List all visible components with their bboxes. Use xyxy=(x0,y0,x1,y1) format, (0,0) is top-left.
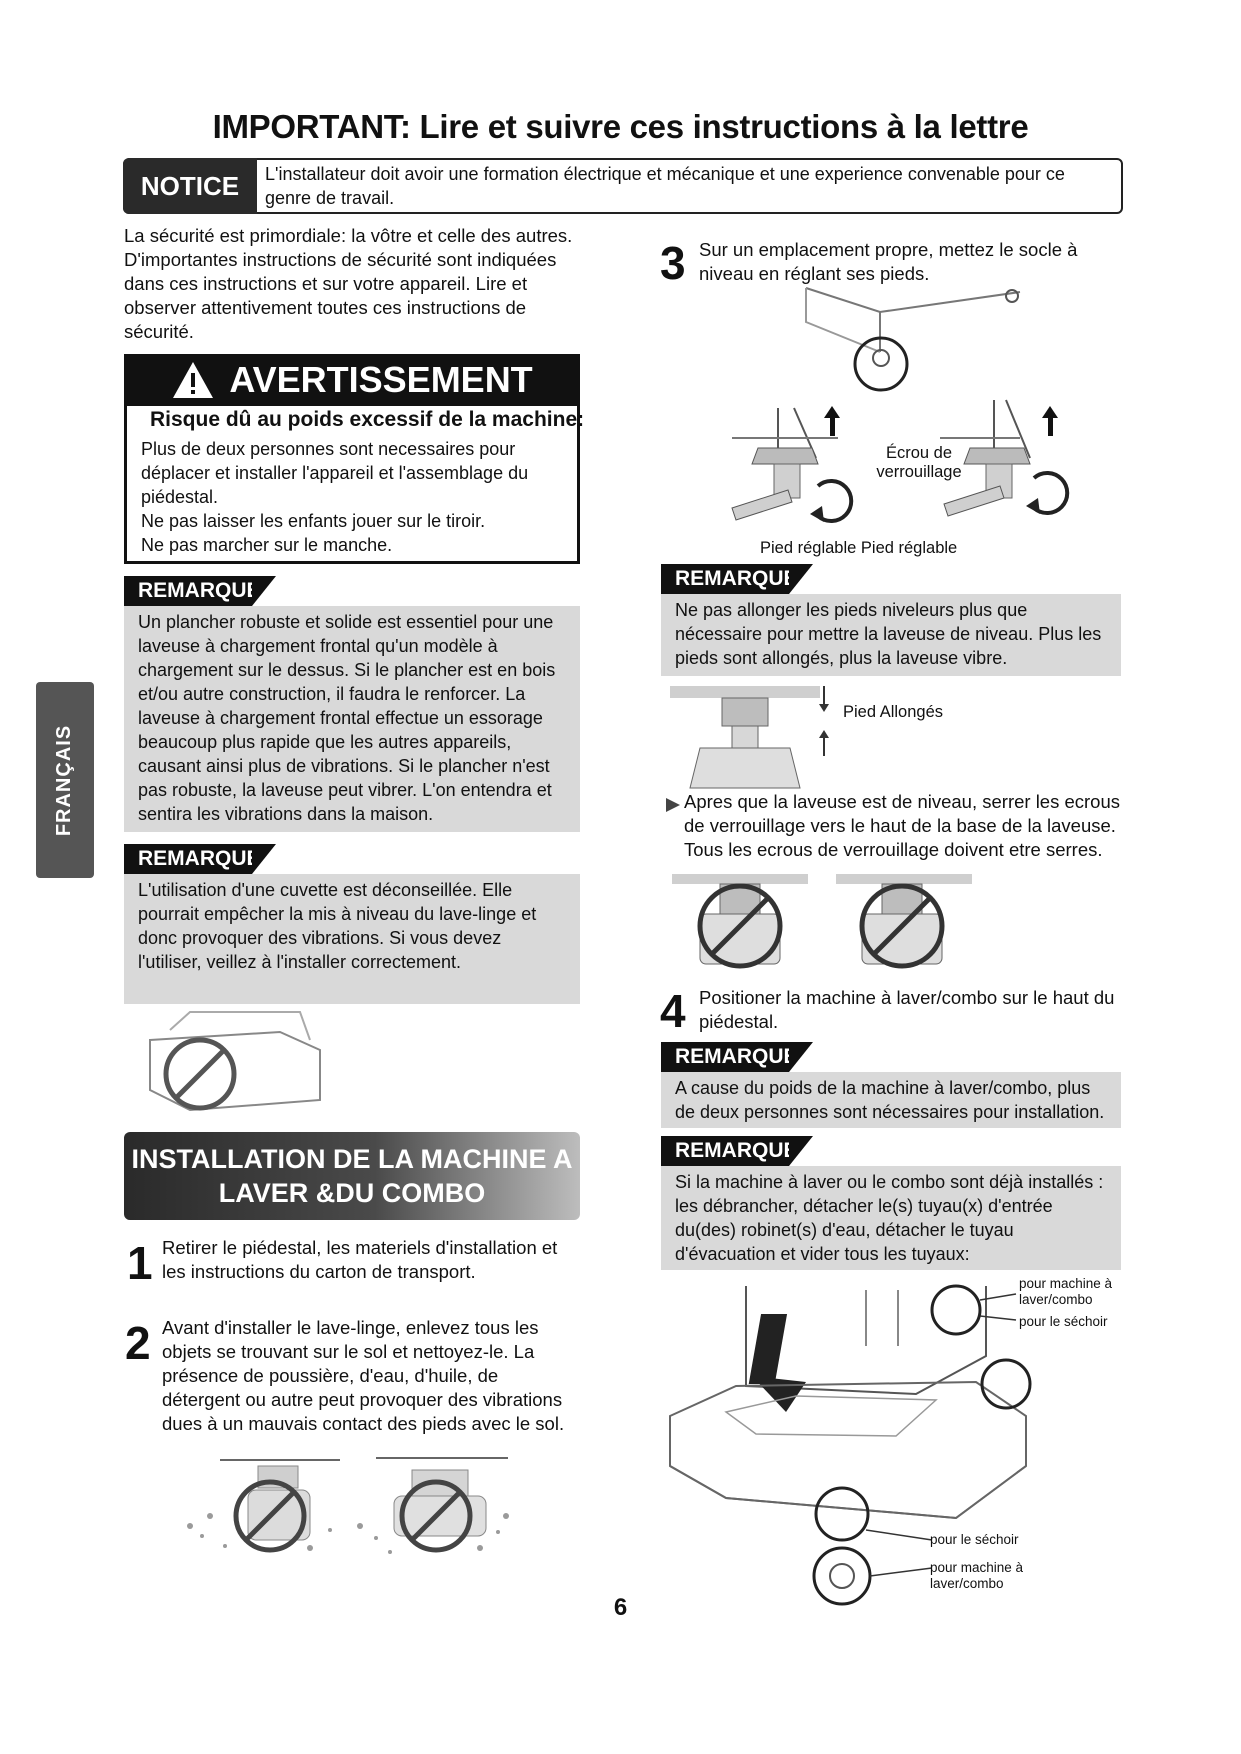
install-banner xyxy=(124,1132,580,1220)
dirty-floor-feet-illustration xyxy=(180,1456,520,1571)
warning-body xyxy=(141,437,571,557)
remark-body: A cause du poids de la machine à laver/combo, plus de deux personnes sont nécessaires pour installation. xyxy=(661,1072,1121,1128)
language-tab-label: FRANÇAIS xyxy=(53,724,76,836)
step-text: Positioner la machine à laver/combo sur le haut du piédestal. xyxy=(699,987,1115,1032)
install-banner-line: INSTALLATION DE LA MACHINE A xyxy=(131,1144,573,1174)
warning-heading-text: AVERTISSEMENT xyxy=(229,359,533,400)
page-title: IMPORTANT: Lire et suivre ces instructions à la lettre xyxy=(212,108,1029,145)
hose-label-machine: pour machine à laver/combo xyxy=(930,1560,1024,1591)
bullet-arrow-icon xyxy=(666,798,680,812)
incorrect-feet-illustration xyxy=(672,872,992,976)
remark-body: L'utilisation d'une cuvette est déconseillée. Elle pourrait empêcher la mis à niveau du lave-linge et donc provoquer des vibrations. Si vous devez l'utiliser, veillez à l'installer correctement. xyxy=(124,874,580,1004)
warning-heading xyxy=(124,354,580,406)
step-text: Avant d'installer le lave-linge, enlevez tous les objets se trouvant sur le sol et nettoyez-le. La présence de poussière, d'eau, d'huile, de détergent ou autre peut provoquer des vibrations dues à un mauvais contact des pieds avec le sol. xyxy=(162,1317,565,1434)
page-number: 6 xyxy=(613,1594,628,1621)
step-number: 3 xyxy=(660,237,686,289)
remark-tab: REMARQUE xyxy=(661,1042,789,1072)
warning-line: Ne pas marcher sur le manche. xyxy=(141,535,393,555)
step-number: 2 xyxy=(125,1317,151,1369)
extended-foot-illustration xyxy=(670,682,830,794)
remark-body: Ne pas allonger les pieds niveleurs plus que nécessaire pour mettre la laveuse de niveau. Plus les pieds sont allongés, plus la laveuse vibre. xyxy=(661,594,1121,676)
install-banner-line: LAVER &DU COMBO xyxy=(218,1178,486,1208)
remark-tab: REMARQUE xyxy=(124,576,252,606)
warning-triangle-icon xyxy=(171,360,215,400)
notice-text: L'installateur doit avoir une formation électrique et mécanique et une experience convenable pour ce genre de travail. xyxy=(265,164,1065,208)
step-number: 4 xyxy=(660,985,686,1037)
warning-line: Plus de deux personnes sont necessaires pour déplacer et installer l'appareil et l'assemblage du piédestal. xyxy=(141,439,529,507)
lock-nut-label: Écrou de verrouillage xyxy=(876,444,962,481)
warning-subheading: Risque dû au poids excessif de la machine: xyxy=(150,408,585,431)
notice-label: NOTICE xyxy=(123,158,257,214)
extended-foot-label: Pied Allongés xyxy=(843,703,943,721)
safety-intro: La sécurité est primordiale: la vôtre et celle des autres. D'importantes instructions de sécurité sont indiquées dans ces instructions et sur votre appareil. Lire et observer attentivement toutes ces instructions de sécurité. xyxy=(124,225,573,342)
warning-line: Ne pas laisser les enfants jouer sur le tiroir. xyxy=(141,511,486,531)
tighten-note: Apres que la laveuse est de niveau, serrer les ecrous de verrouillage vers le haut de la base de la laveuse. Tous les ecrous de verrouillage doivent etre serres. xyxy=(684,791,1121,860)
adjustable-foot-label: Pied réglable Pied réglable xyxy=(760,539,958,557)
remark-tab: REMARQUE xyxy=(661,564,789,594)
hose-label-dryer: pour le séchoir xyxy=(930,1532,1019,1547)
hose-label-dryer: pour le séchoir xyxy=(1019,1314,1108,1329)
step-text: Retirer le piédestal, les materiels d'installation et les instructions du carton de transport. xyxy=(162,1237,558,1282)
remark-body: Si la machine à laver ou le combo sont déjà installés : les débrancher, détacher le(s) tuyau(x) d'entrée du(des) robinet(s) d'eau, détacher le tuyau d'évacuation et vider tous les tuyaux: xyxy=(661,1166,1121,1270)
remark-tab: REMARQUE xyxy=(661,1136,789,1166)
remark-body: Un plancher robuste et solide est essentiel pour une laveuse à chargement frontal qu'un modèle à chargement sur le dessus. Si le plancher est en bois et/ou autre construction, il faudra le renforcer. La laveuse à chargement frontal effectue un essorage beaucoup plus rapide que les autres appareils, causant ainsi plus de vibrations. Si le plancher n'est pas robuste, la laveuse peut vibrer. L'on entendra et sentira les vibrations dans la maison. xyxy=(124,606,580,832)
pedestal-corner-illustration xyxy=(800,282,1040,394)
step-text: Sur un emplacement propre, mettez le socle à niveau en réglant ses pieds. xyxy=(699,239,1078,284)
pedestal-machine-illustration xyxy=(666,1286,1036,1606)
basin-illustration xyxy=(130,1010,330,1120)
step-number: 1 xyxy=(127,1237,153,1289)
remark-tab: REMARQUE xyxy=(124,844,252,874)
lock-nut-left-illustration xyxy=(728,398,858,528)
hose-label-machine: pour machine à laver/combo xyxy=(1019,1276,1113,1307)
